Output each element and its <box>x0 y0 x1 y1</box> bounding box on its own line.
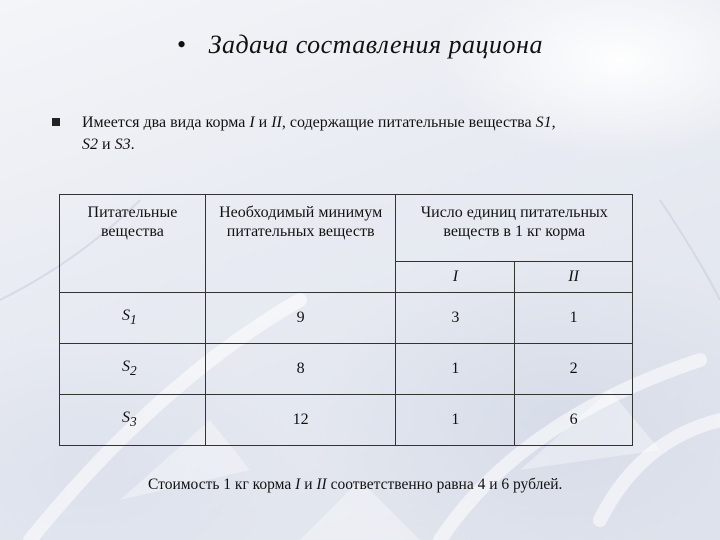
row-feed-2: 1 <box>515 293 633 344</box>
row-feed-2: 6 <box>515 395 633 446</box>
intro-text: , <box>551 114 556 131</box>
row-minimum: 9 <box>205 293 396 344</box>
row-feed-1: 3 <box>396 293 515 344</box>
header-feed-2: II <box>515 262 633 293</box>
cost-note <box>148 476 562 494</box>
cost-feed-1: I <box>295 476 301 493</box>
header-nutrients: Питательные вещества <box>60 195 206 293</box>
intro-nutrient-s1: S1 <box>535 114 552 131</box>
title-bullet: • <box>177 30 187 59</box>
intro-feed-2: II <box>271 114 282 131</box>
cost-text: соответственно равна 4 и 6 рублей. <box>326 476 563 493</box>
header-units-per-kg: Число единиц питательных веществ в 1 кг корма <box>396 195 633 262</box>
ration-table <box>59 194 633 446</box>
row-feed-2: 2 <box>515 344 633 395</box>
intro-text: и <box>254 114 272 131</box>
row-minimum: 8 <box>205 344 396 395</box>
intro-text: . <box>130 136 135 153</box>
table-row <box>60 293 633 344</box>
square-bullet-icon <box>52 118 60 126</box>
row-nutrient-name: $S_2$ <box>60 344 206 395</box>
slide-title <box>0 30 720 60</box>
intro-text: и <box>98 136 115 153</box>
table-row <box>60 395 633 446</box>
cost-text: Стоимость 1 кг корма <box>148 476 296 493</box>
intro-nutrient-s2: S2 <box>82 136 98 153</box>
intro-text: Имеется два вида корма <box>82 114 250 131</box>
row-feed-1: 1 <box>396 395 515 446</box>
cost-text: и <box>300 476 317 493</box>
table-row <box>60 344 633 395</box>
header-minimum: Необходимый минимум питательных веществ <box>205 195 396 293</box>
title-text: Задача составления рациона <box>208 30 543 59</box>
row-feed-1: 1 <box>396 344 515 395</box>
header-feed-1: I <box>396 262 515 293</box>
cost-feed-2: II <box>316 476 327 493</box>
intro-text: , содержащие питательные вещества <box>281 114 536 131</box>
intro-feed-1: I <box>249 114 255 131</box>
row-nutrient-name: $S_1$ <box>60 293 206 344</box>
intro-nutrient-s3: S3 <box>114 136 131 153</box>
row-nutrient-name: $S_3$ <box>60 395 206 446</box>
row-minimum: 12 <box>205 395 396 446</box>
intro-paragraph <box>82 112 682 156</box>
